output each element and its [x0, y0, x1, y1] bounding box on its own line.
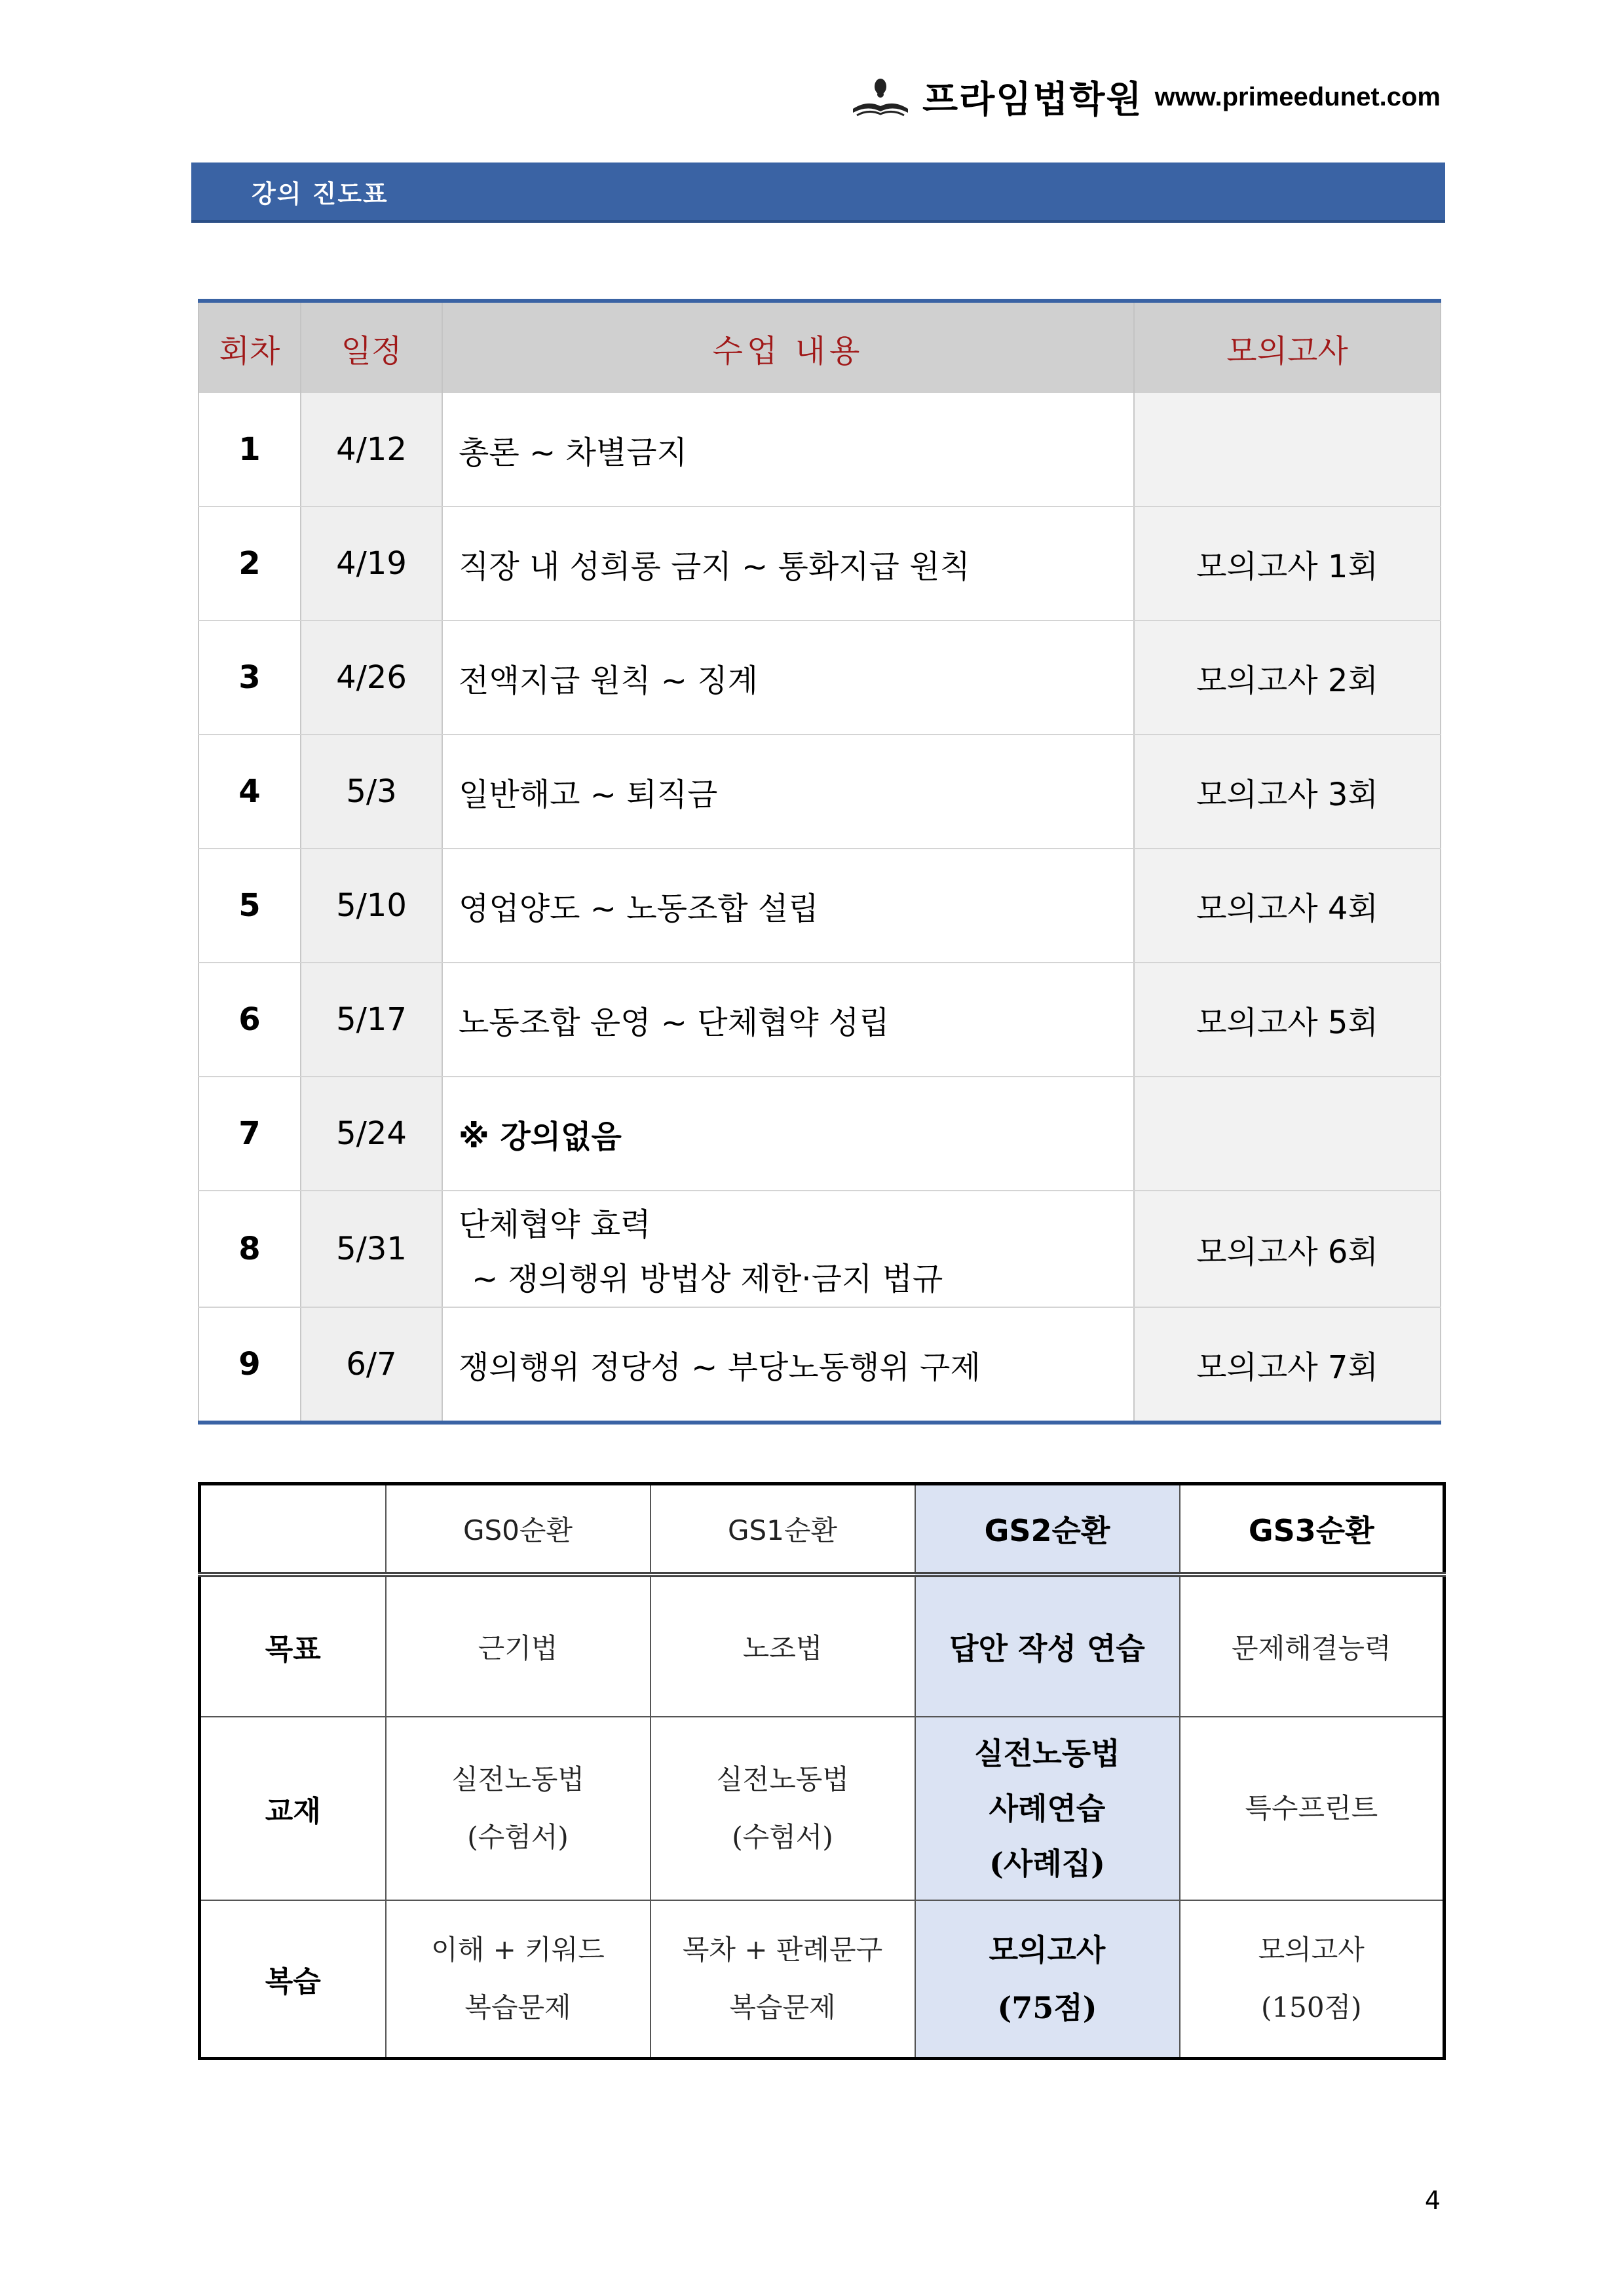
review-gs3	[1180, 1900, 1445, 2059]
textbook-gs2-line3: (사례집)	[989, 1846, 1105, 1881]
table-row	[198, 963, 1441, 1077]
brand-name: 프라임법학원	[922, 79, 1143, 121]
lecture-schedule-table	[198, 299, 1441, 1425]
session-date: 5/31	[301, 1191, 442, 1307]
review-gs3-line1: 모의고사	[1258, 1934, 1365, 1966]
session-content	[442, 1191, 1134, 1307]
session-date: 5/17	[301, 963, 442, 1077]
cycle-row-textbook	[200, 1717, 1445, 1900]
session-content-line2: ~ 쟁의행위 방법상 제한·금지 법규	[472, 1261, 943, 1297]
session-number: 7	[198, 1077, 301, 1191]
textbook-gs1	[651, 1717, 915, 1900]
session-number: 1	[198, 393, 301, 507]
goal-gs2: 답안 작성 연습	[915, 1575, 1180, 1717]
session-content: 직장 내 성희롱 금지 ~ 통화지급 원칙	[442, 507, 1134, 621]
review-gs0-line1: 이해 + 키워드	[431, 1934, 605, 1966]
review-gs3-line2: (150점)	[1260, 1991, 1362, 2023]
table-row	[198, 1077, 1441, 1191]
session-exam: 모의고사 7회	[1134, 1307, 1441, 1423]
table-row	[198, 1191, 1441, 1307]
textbook-gs3-line1: 특수프린트	[1245, 1792, 1378, 1824]
table-row	[198, 849, 1441, 963]
textbook-gs2-line1: 실전노동법	[974, 1736, 1120, 1771]
goal-gs1: 노조법	[651, 1575, 915, 1717]
session-number: 3	[198, 621, 301, 735]
section-title-bar	[191, 163, 1445, 223]
session-date: 4/26	[301, 621, 442, 735]
page-header	[850, 71, 1441, 123]
cycle-col-gs2: GS2순환	[915, 1484, 1180, 1575]
review-gs1	[651, 1900, 915, 2059]
textbook-gs1-line2: (수험서)	[732, 1821, 833, 1853]
row-label-review: 복습	[200, 1900, 386, 2059]
cycle-col-gs0: GS0순환	[386, 1484, 651, 1575]
session-exam: 모의고사 1회	[1134, 507, 1441, 621]
cycle-col-gs3: GS3순환	[1180, 1484, 1445, 1575]
review-gs2	[915, 1900, 1180, 2059]
session-content: 전액지급 원칙 ~ 징계	[442, 621, 1134, 735]
session-exam: 모의고사 5회	[1134, 963, 1441, 1077]
table-row	[198, 393, 1441, 507]
cycle-header-row	[200, 1484, 1445, 1575]
cycle-col-gs1: GS1순환	[651, 1484, 915, 1575]
session-content: 총론 ~ 차별금지	[442, 393, 1134, 507]
session-exam: 모의고사 6회	[1134, 1191, 1441, 1307]
goal-gs3: 문제해결능력	[1180, 1575, 1445, 1717]
session-content-line1: 단체협약 효력	[459, 1206, 651, 1243]
goal-gs0: 근기법	[386, 1575, 651, 1717]
session-number: 8	[198, 1191, 301, 1307]
session-date: 5/10	[301, 849, 442, 963]
session-content: 노동조합 운영 ~ 단체협약 성립	[442, 963, 1134, 1077]
session-number: 5	[198, 849, 301, 963]
textbook-gs0	[386, 1717, 651, 1900]
session-content: ※ 강의없음	[442, 1077, 1134, 1191]
table-row	[198, 735, 1441, 849]
session-content: 영업양도 ~ 노동조합 설립	[442, 849, 1134, 963]
row-label-goal: 목표	[200, 1575, 386, 1717]
table-row	[198, 507, 1441, 621]
review-gs0-line2: 복습문제	[464, 1991, 571, 2023]
session-number: 2	[198, 507, 301, 621]
brand-url[interactable]: www.primeedunet.com	[1154, 82, 1441, 111]
review-gs0	[386, 1900, 651, 2059]
session-content: 일반해고 ~ 퇴직금	[442, 735, 1134, 849]
session-date: 6/7	[301, 1307, 442, 1423]
session-exam: 모의고사 3회	[1134, 735, 1441, 849]
review-gs2-line1: 모의고사	[989, 1932, 1106, 1968]
textbook-gs2-line2: 사례연습	[989, 1791, 1106, 1826]
textbook-gs0-line1: 실전노동법	[451, 1763, 584, 1795]
col-header-date: 일정	[301, 301, 442, 393]
section-title: 강의 진도표	[252, 179, 388, 208]
cycle-row-review	[200, 1900, 1445, 2059]
page-number: 4	[1424, 2186, 1441, 2215]
textbook-gs0-line2: (수험서)	[467, 1821, 569, 1853]
schedule-header-row	[198, 301, 1441, 393]
session-number: 4	[198, 735, 301, 849]
session-content: 쟁의행위 정당성 ~ 부당노동행위 구제	[442, 1307, 1134, 1423]
session-exam: 모의고사 4회	[1134, 849, 1441, 963]
col-header-exam: 모의고사	[1134, 301, 1441, 393]
session-number: 6	[198, 963, 301, 1077]
review-gs1-line1: 목차 + 판례문구	[682, 1934, 883, 1966]
session-exam: 모의고사 2회	[1134, 621, 1441, 735]
col-header-content: 수업 내용	[442, 301, 1134, 393]
row-label-textbook: 교재	[200, 1717, 386, 1900]
review-gs2-line2: (75점)	[997, 1990, 1097, 2025]
session-date: 4/12	[301, 393, 442, 507]
col-header-session: 회차	[198, 301, 301, 393]
textbook-gs1-line1: 실전노동법	[716, 1763, 849, 1795]
table-row	[198, 1307, 1441, 1423]
textbook-gs2	[915, 1717, 1180, 1900]
academy-logo-icon	[850, 76, 911, 118]
session-exam	[1134, 1077, 1441, 1191]
course-cycle-table	[198, 1482, 1446, 2060]
session-date: 4/19	[301, 507, 442, 621]
cycle-row-goal	[200, 1575, 1445, 1717]
textbook-gs3	[1180, 1717, 1445, 1900]
cycle-corner-cell	[200, 1484, 386, 1575]
session-date: 5/24	[301, 1077, 442, 1191]
session-exam	[1134, 393, 1441, 507]
session-number: 9	[198, 1307, 301, 1423]
table-row	[198, 621, 1441, 735]
review-gs1-line2: 복습문제	[729, 1991, 836, 2023]
session-date: 5/3	[301, 735, 442, 849]
